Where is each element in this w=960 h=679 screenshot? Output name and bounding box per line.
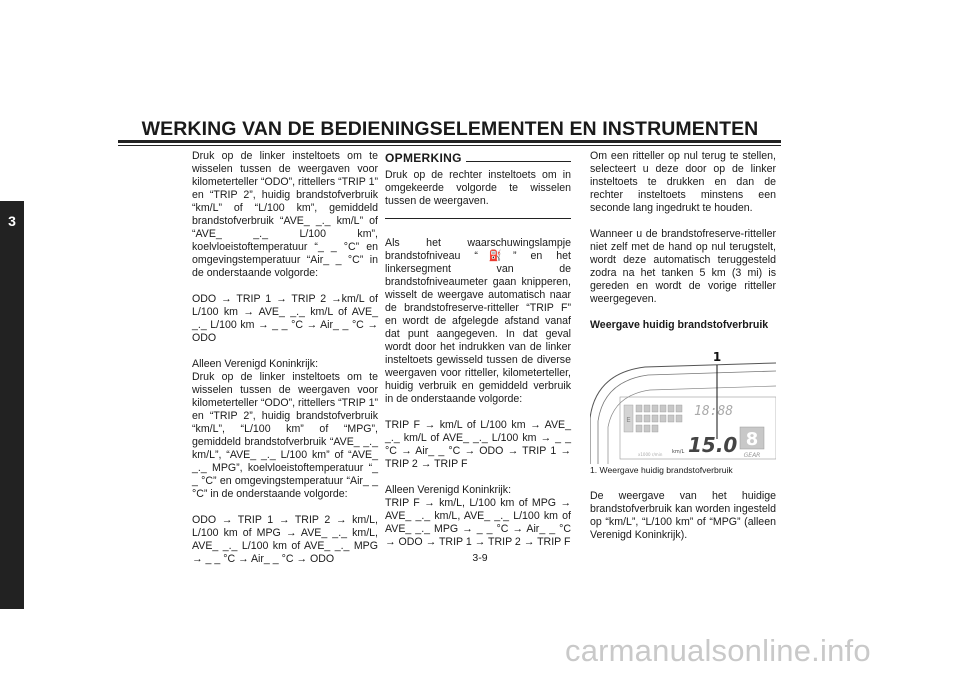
sequence-paragraph: ODO → TRIP 1 → TRIP 2 →km/L of L/100 km → AVE_ _._ km/L of AVE_ _._ L/100 km → _ _ °C → Air_ _ °C → ODO [192, 293, 378, 344]
svg-text:E: E [626, 416, 631, 424]
figure-caption: 1. Weergave huidig brandstofverbruik [590, 465, 733, 475]
paragraph-uk [192, 358, 378, 501]
chapter-tab-label: 3 [8, 213, 16, 229]
section-title: Weergave huidig brandstofverbruik [590, 319, 769, 331]
gear-indicator: 8 [745, 429, 759, 450]
note-heading-rule [466, 161, 571, 162]
header-rule-thick [118, 140, 781, 143]
text-column-2 [385, 150, 571, 562]
paragraph: De weergave van het huidige brandstofverbruik kan worden ingesteld op “km/L”, “L/100 km” of “MPG” (alleen Verenigd Koninkrijk). [590, 490, 776, 541]
callout-number: 1 [712, 350, 722, 364]
paragraph: Druk op de linker insteltoets om te wisselen tussen de weergaven voor kilometerteller “ODO”, rittellers “TRIP 1” en “TRIP 2”, huidig brandstofverbruik “km/L” of “L/100 km”, gemiddeld brandstofverbruik “AVE_ _._ km/L” of “AVE_ _._ L/100 km”, koelvloeistoftemperatuur “_ _ °C” en omgevingstemperatuur “Air_ _ °C” in de onderstaande volgorde: [192, 150, 378, 279]
note-heading [385, 152, 571, 165]
clock-readout: 18:88 [694, 404, 734, 419]
paragraph: Wanneer u de brandstofreserve-ritteller niet zelf met de hand op nul terugstelt, wordt deze automatisch teruggesteld zodra na het tanken 5 km (3 mi) is gereden en wordt de vorige ritteller weergegeven. [590, 228, 776, 305]
instrument-figure [590, 343, 776, 464]
sequence-paragraph: TRIP F → km/L of L/100 km → AVE_ _._ km/L of AVE_ _._ L/100 km → _ _ °C → Air_ _ °C → ODO → TRIP 1 → TRIP 2 → TRIP F [385, 419, 571, 470]
chapter-tab [0, 201, 24, 609]
sequence-paragraph-uk: ODO → TRIP 1 → TRIP 2 → km/L, L/100 km of MPG → AVE_ _._ km/L, AVE_ _._ L/100 km of AVE_ _._ MPG → _ _ °C → Air_ _ °C → ODO [192, 514, 378, 565]
paragraph: Om een ritteller op nul terug te stellen, selecteert u deze door op de linker insteltoets te drukken en dan de rechter insteltoets minstens een seconde lang ingedrukt te houden. [590, 150, 776, 214]
header-rule-thin [118, 145, 781, 146]
uk-only-label: Alleen Verenigd Koninkrijk: [192, 358, 319, 370]
uk-sequence-text: TRIP F → km/L, L/100 km of MPG → AVE_ _._ km/L, AVE_ _._ L/100 km of AVE_ _._ MPG → _ _ °C → Air_ _ °C → ODO → TRIP 1 → TRIP 2 → TRIP F [385, 497, 571, 548]
uk-only-label: Alleen Verenigd Koninkrijk: [385, 484, 512, 496]
watermark-text: carmanualsonline.info [565, 633, 871, 668]
gear-label: GEAR [743, 452, 761, 459]
unit-label: km/L [672, 449, 685, 455]
note-end-rule [385, 218, 571, 219]
fuel-consumption-value: 15.0 [688, 433, 738, 457]
paragraph-uk [385, 484, 571, 549]
page-number: 3-9 [472, 552, 488, 564]
paragraph: Als het waarschuwingslampje brandstofniveau “⛽” en het linkersegment van de brandstofniveaumeter gaan knipperen, wisselt de weergave automatisch naar de brandstofreserve-ritteller “TRIP F” en wordt de afgelegde afstand vanaf dat punt aangegeven. In dat geval wordt door het indrukken van de linker insteltoets gewisseld tussen de diverse weergaven voor ritteller, kilometerteller, huidig verbruik en gemiddeld verbruik in de onderstaande volgorde: [385, 237, 571, 405]
text-column-1 [192, 150, 378, 579]
rpm-label: x1000 r/min [638, 452, 663, 457]
note-title: OPMERKING [385, 151, 462, 165]
uk-paragraph-text: Druk op de linker insteltoets om te wisselen tussen de weergaven voor kilometerteller “ODO”, rittellers “TRIP 1” en “TRIP 2”, huidig brandstofverbruik “km/L”, “L/100 km” of “MPG”, gemiddeld brandstofverbruik “AVE_ _._ km/L”, “AVE_ _._ L/100 km” of “AVE_ _._ MPG”, koelvloeistoftemperatuur “_ _ °C” en omgevingstemperatuur “Air_ _ °C” in de onderstaande volgorde: [192, 371, 378, 500]
dashboard-illustration [590, 343, 776, 464]
text-column-3 [590, 150, 776, 555]
page-header-title: WERKING VAN DE BEDIENINGSELEMENTEN EN INSTRUMENTEN [141, 118, 759, 140]
note-text: Druk op de rechter insteltoets om in omgekeerde volgorde te wisselen tussen de weergaven. [385, 169, 571, 207]
